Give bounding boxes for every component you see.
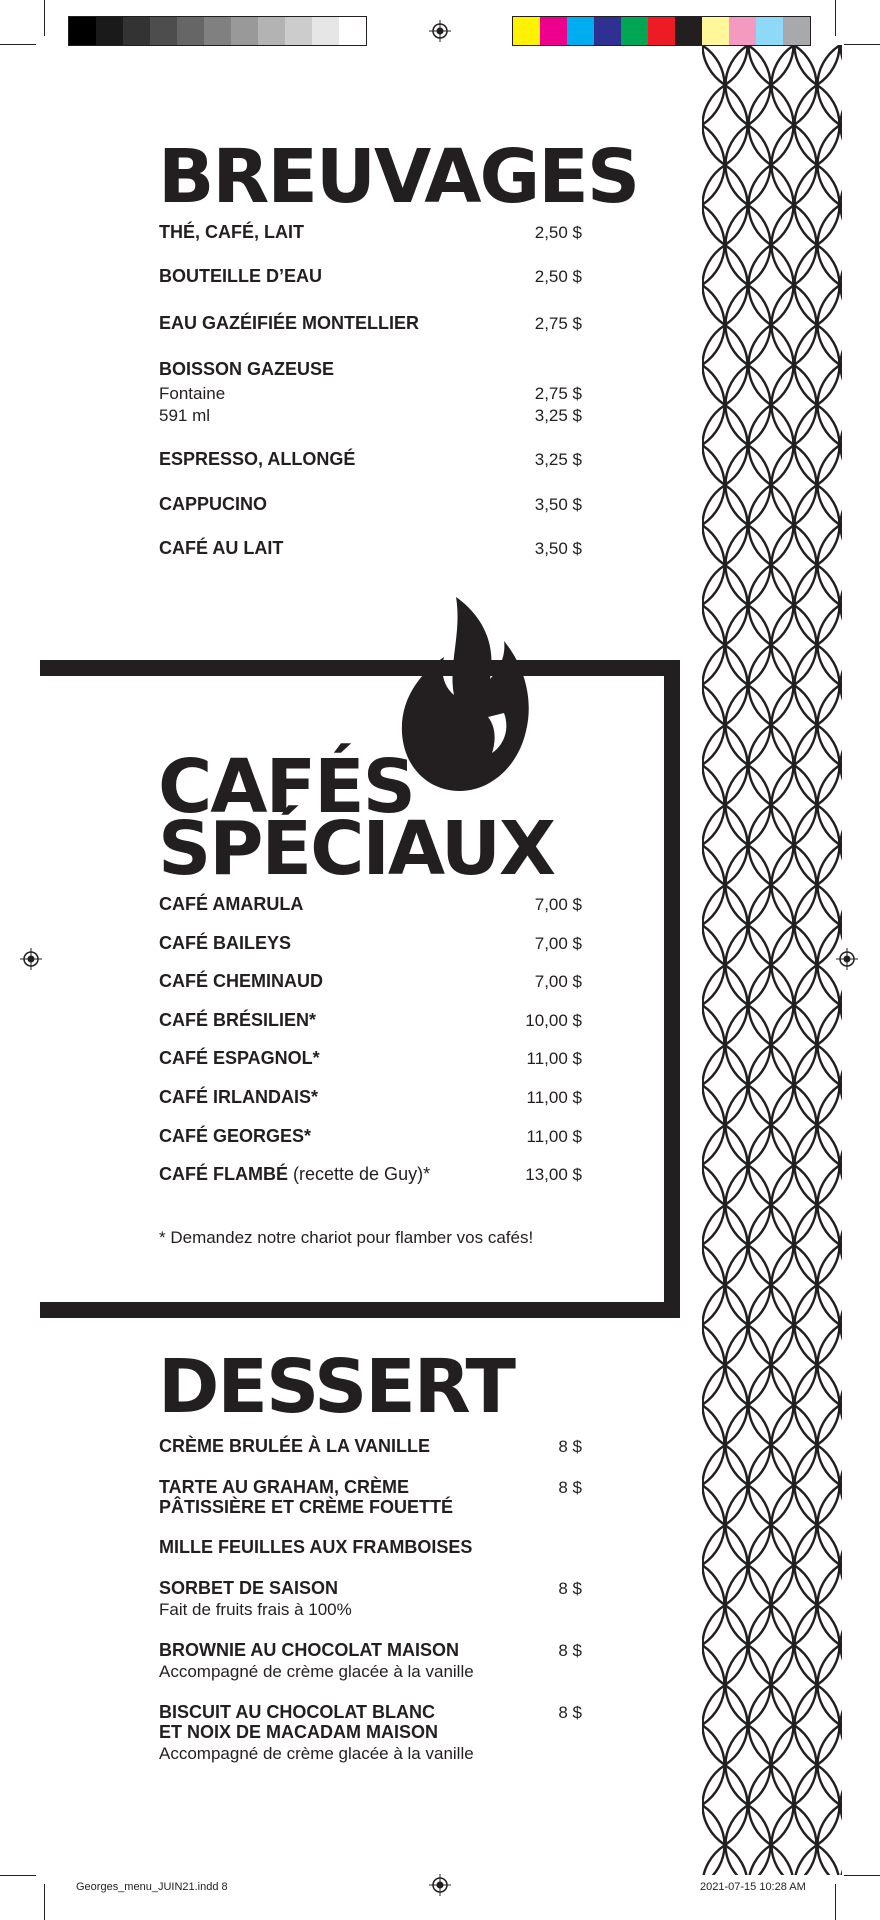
color-swatch <box>513 17 540 45</box>
gray-swatch <box>339 17 366 45</box>
gray-swatch <box>123 17 150 45</box>
lattice-pattern-border <box>702 45 842 1875</box>
date-slug: 2021-07-15 10:28 AM <box>700 1881 806 1893</box>
list-item-name: THÉ, CAFÉ, LAIT <box>159 222 304 242</box>
list-item-price: 10,00 $ <box>525 1011 582 1030</box>
list-item-price: 7,00 $ <box>534 972 582 991</box>
gray-swatch <box>96 17 123 45</box>
list-item-name: ESPRESSO, ALLONGÉ <box>159 449 356 469</box>
list-item-name: CAFÉ BAILEYS <box>159 933 292 953</box>
color-swatch <box>756 17 783 45</box>
color-swatch <box>702 17 729 45</box>
registration-mark-left <box>20 948 42 970</box>
list-item-price: 8 $ <box>558 1437 582 1456</box>
list-item-price: 8 $ <box>558 1703 582 1722</box>
list-item-price: 7,00 $ <box>534 895 582 914</box>
list-item-name: BISCUIT AU CHOCOLAT BLANC <box>159 1702 435 1722</box>
list-item-name: CAFÉ BRÉSILIEN* <box>159 1010 317 1030</box>
list-item-name: BOUTEILLE D’EAU <box>159 266 323 286</box>
list-item-name: TARTE AU GRAHAM, CRÈME <box>159 1477 409 1497</box>
list-item-price: 7,00 $ <box>534 934 582 953</box>
list-item-description: Accompagné de crème glacée à la vanille <box>159 1744 474 1763</box>
list-item-name-cont: PÂTISSIÈRE ET CRÈME FOUETTÉ <box>159 1497 454 1517</box>
list-item-price: 8 $ <box>558 1579 582 1598</box>
flame-icon <box>400 595 532 795</box>
list-item-name: BOISSON GAZEUSE <box>159 359 335 379</box>
color-swatch <box>783 17 810 45</box>
gray-swatch <box>285 17 312 45</box>
file-slug: Georges_menu_JUIN21.indd 8 <box>76 1881 228 1893</box>
list-item-name <box>159 1164 430 1185</box>
list-item-price: 3,25 $ <box>534 450 582 469</box>
color-swatch <box>648 17 675 45</box>
color-swatch <box>594 17 621 45</box>
registration-mark-bottom <box>429 1874 451 1896</box>
list-item-name: CAFÉ GEORGES* <box>159 1126 312 1146</box>
list-item-name: CAFÉ AU LAIT <box>159 538 284 558</box>
list-item-name: CRÈME BRULÉE À LA VANILLE <box>159 1436 431 1456</box>
list-item-name: BROWNIE AU CHOCOLAT MAISON <box>159 1640 459 1660</box>
gray-swatch <box>150 17 177 45</box>
process-color-bar <box>512 16 811 46</box>
list-item-price: 11,00 $ <box>526 1088 582 1107</box>
list-item-price: 2,50 $ <box>534 267 582 286</box>
list-item-description: Accompagné de crème glacée à la vanille <box>159 1662 474 1681</box>
list-item-price: 8 $ <box>558 1641 582 1660</box>
gray-swatch <box>177 17 204 45</box>
list-item-name: CAFÉ CHEMINAUD <box>159 971 323 991</box>
list-item-description: Fait de fruits frais à 100% <box>159 1600 352 1619</box>
gray-swatch <box>231 17 258 45</box>
list-item-price: 8 $ <box>558 1478 582 1497</box>
list-item-name-cont: ET NOIX DE MACADAM MAISON <box>159 1722 438 1742</box>
list-item-price: 2,75 $ <box>534 384 582 403</box>
list-item-option: Fontaine <box>159 384 226 403</box>
list-item-name: CAFÉ AMARULA <box>159 894 304 914</box>
list-item-name: MILLE FEUILLES AUX FRAMBOISES <box>159 1537 473 1557</box>
color-swatch <box>729 17 756 45</box>
list-item-price: 11,00 $ <box>526 1049 582 1068</box>
breuvages-heading: BREUVAGES <box>158 134 639 220</box>
list-item-price: 13,00 $ <box>525 1165 582 1184</box>
list-item-name: CAFÉ IRLANDAIS* <box>159 1087 319 1107</box>
cafes-heading-line2: SPÉCIAUX <box>158 806 555 892</box>
list-item-name: CAPPUCINO <box>159 494 268 514</box>
list-item-option: 591 ml <box>159 406 211 425</box>
list-item-price: 3,50 $ <box>534 539 582 558</box>
list-item-price: 2,75 $ <box>534 314 582 333</box>
list-item-name: CAFÉ ESPAGNOL* <box>159 1048 320 1068</box>
list-item-title: CAFÉ FLAMBÉ <box>159 1164 288 1184</box>
flambe-footnote: * Demandez notre chariot pour flamber vos cafés! <box>159 1228 534 1247</box>
list-item-price: 11,00 $ <box>526 1127 582 1146</box>
gray-swatch <box>312 17 339 45</box>
grayscale-color-bar <box>68 16 367 46</box>
color-swatch <box>540 17 567 45</box>
list-item-note: (recette de Guy)* <box>293 1164 431 1184</box>
color-swatch <box>621 17 648 45</box>
list-item-price: 3,25 $ <box>534 406 582 425</box>
dessert-heading: DESSERT <box>158 1344 514 1430</box>
gray-swatch <box>69 17 96 45</box>
color-swatch <box>675 17 702 45</box>
registration-mark-top <box>429 20 451 42</box>
cafes-heading-line1: CAFÉS <box>158 744 414 830</box>
gray-swatch <box>204 17 231 45</box>
list-item-name: SORBET DE SAISON <box>159 1578 339 1598</box>
color-swatch <box>567 17 594 45</box>
list-item-name: EAU GAZÉIFIÉE MONTELLIER <box>159 313 420 333</box>
gray-swatch <box>258 17 285 45</box>
list-item-price: 3,50 $ <box>534 495 582 514</box>
list-item-price: 2,50 $ <box>534 223 582 242</box>
